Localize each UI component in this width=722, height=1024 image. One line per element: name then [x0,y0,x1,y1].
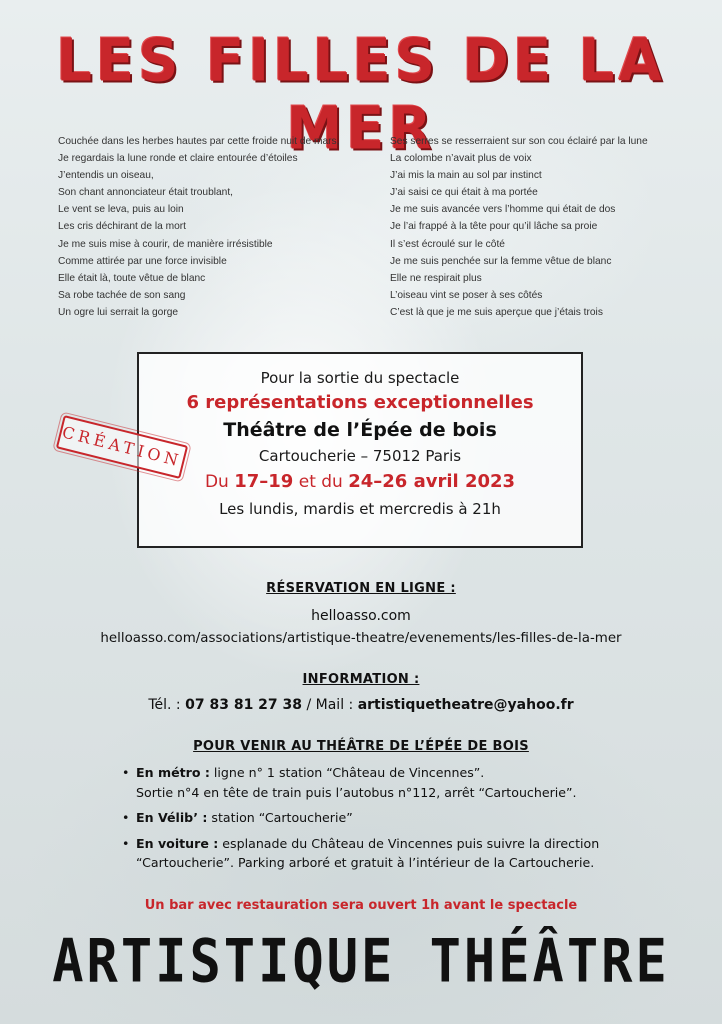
poem-line: Ses serres se resserraient sur son cou éclairé par la lune [390,136,648,147]
reservation-heading [0,577,722,596]
direction-text-2: Sortie n°4 en tête de train puis l’autobus n°112, arrêt “Cartoucherie”. [136,784,577,800]
event-intro: Pour la sortie du spectacle [260,369,460,387]
poem-line: C’est là que je me suis aperçue que j’étais trois [390,306,603,318]
bar-note: Un bar avec restauration sera ouvert 1h avant le spectacle [144,898,578,913]
poem-line: Il s’est écroulé sur le côté [390,238,505,250]
poem-line: Comme attirée par une force invisible [58,255,227,267]
mail-label: / Mail : [302,697,358,713]
direction-velib [122,808,642,828]
information-heading-text: INFORMATION : [302,672,420,687]
direction-text-2: “Cartoucherie”. Parking arboré et gratuit à l’intérieur de la Cartoucherie. [136,855,595,870]
reservation-heading-text: RÉSERVATION EN LIGNE : [266,581,456,596]
venue-name: Théâtre de l’Épée de bois [223,419,497,441]
poem-line: Je me suis mise à courir, de manière irrésistible [58,238,273,250]
reservation-site-link[interactable]: helloasso.com [311,608,411,624]
poem-line: Couchée dans les herbes hautes par cette froide nuit de mars, [58,136,340,147]
dates-range-1: 17–19 [234,471,294,492]
company-logo-text: ARTISTIQUE THÉÂTRE [52,927,670,997]
direction-text: esplanade du Château de Vincennes puis suivre la direction [218,835,600,851]
event-dates [139,471,581,492]
poem-line: Je me suis avancée vers l’homme qui était de dos [390,204,616,216]
poem-line: Je me suis penchée sur la femme vêtue de blanc [390,255,612,267]
poem-line: Elle ne respirait plus [390,272,482,284]
reservation-url-link[interactable]: helloasso.com/associations/artistique-theatre/evenements/les-filles-de-la-mer [100,631,622,646]
dates-middle: et du [293,472,349,492]
direction-label: En voiture : [136,835,219,851]
dates-range-2: 24–26 avril 2023 [348,471,516,492]
poem-line: Elle était là, toute vêtue de blanc [58,272,206,284]
event-headline: 6 représentations exceptionnelles [186,392,534,413]
poem-line: Son chant annonciateur était troublant, [58,187,234,199]
tel-label: Tél. : [148,697,186,713]
venue-address: Cartoucherie – 75012 Paris [258,447,462,465]
directions-heading [0,735,722,754]
poem-line: L’oiseau vint se poser à ses côtés [390,289,543,301]
poem-left-column [58,133,378,321]
poem-line: Un ogre lui serrait la gorge [58,306,179,318]
direction-label: En métro : [136,765,210,780]
mail-address[interactable]: artistiquetheatre@yahoo.fr [357,697,574,713]
information-heading [0,668,722,687]
directions-heading-text: POUR VENIR AU THÉÂTRE DE L’ÉPÉE DE BOIS [193,739,529,754]
poem-right-column [390,133,710,321]
poem-line: Les cris déchirant de la mort [58,221,186,233]
direction-metro [122,763,642,802]
directions-list [122,763,642,879]
event-info-box [137,352,583,548]
poem-line: Je regardais la lune ronde et claire entourée d’étoiles [58,153,298,165]
poem-line: Le vent se leva, puis au loin [58,204,184,216]
poem-line: La colombe n’avait plus de voix [390,153,532,165]
poem-line: J’entendis un oiseau, [58,170,154,182]
direction-text: station “Cartoucherie” [207,810,353,825]
poem-line: Sa robe tachée de son sang [58,289,186,301]
dates-prefix: Du [204,472,235,492]
poem-line: Je l’ai frappé à la tête pour qu’il lâche sa proie [390,221,598,233]
event-schedule: Les lundis, mardis et mercredis à 21h [219,500,501,518]
direction-label: En Vélib’ : [136,810,208,825]
creation-stamp: CRÉATION [56,415,188,479]
poster-title: LES FILLES DE LA MER [56,26,666,164]
poem-line: J’ai mis la main au sol par instinct [390,170,542,182]
direction-car [122,834,642,873]
direction-text: ligne n° 1 station “Château de Vincennes”. [209,765,485,780]
poem-line: J’ai saisi ce qui était à ma portée [390,187,538,199]
contact-line [0,697,722,713]
tel-number[interactable]: 07 83 81 27 38 [185,697,303,713]
